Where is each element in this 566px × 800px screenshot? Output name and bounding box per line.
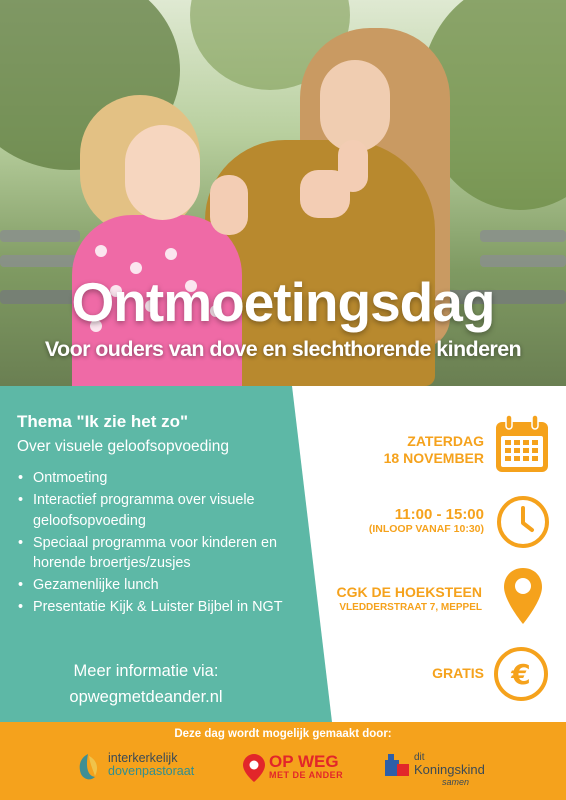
sponsor-caption: Deze dag wordt mogelijk gemaakt door:: [174, 728, 392, 740]
venue-address: VLEDDERSTRAAT 7, MEPPEL: [339, 602, 482, 613]
price-block: [432, 665, 484, 682]
time-note: (INLOOP VANAF 10:30): [368, 523, 484, 535]
venue-block: [337, 584, 482, 614]
calendar-icon: [493, 414, 551, 481]
clock-icon: [495, 494, 551, 555]
jacket-dot: [165, 248, 177, 260]
program-list: [17, 468, 317, 618]
list-item: • Interactief programma over visuele geloofsopvoeding: [17, 490, 295, 531]
girl-face: [125, 125, 200, 220]
poster-title: Ontmoetingsdag: [71, 271, 495, 333]
bench-slat: [0, 230, 80, 242]
logo2-line2: MET DE ANDER: [269, 770, 344, 780]
girl-hand: [210, 175, 248, 235]
theme-title: Thema "Ik zie het zo": [17, 412, 189, 431]
bench-slat: [480, 255, 566, 267]
date-day: ZATERDAG: [407, 433, 484, 449]
poster-subtitle: Voor ouders van dove en slechthorende kinderen: [44, 337, 522, 361]
koningskind-logo: [414, 752, 485, 787]
logo1-line2: dovenpastoraat: [108, 764, 195, 778]
event-time: 11:00 - 15:00: [394, 506, 484, 523]
date-block: [384, 433, 484, 467]
logo3-line3: samen: [442, 777, 470, 787]
logo1-line1: interkerkelijk: [108, 751, 178, 765]
list-item: • Gezamenlijke lunch: [17, 575, 317, 596]
theme-subtitle: Over visuele geloofsopvoeding: [17, 438, 229, 455]
price-label: GRATIS: [432, 665, 484, 681]
bench-slat: [480, 230, 566, 242]
dovenpastoraat-logo-icon: [75, 752, 101, 787]
more-info: [28, 658, 264, 710]
logo3-line2: Koningskind: [414, 762, 485, 777]
more-info-label: Meer informatie via:: [73, 662, 219, 680]
euro-icon: [492, 645, 550, 708]
logo2-line1: OP WEG: [269, 752, 339, 771]
theme-section: [17, 412, 317, 619]
jacket-dot: [95, 245, 107, 257]
logo3-line1: dit: [414, 752, 425, 763]
koningskind-logo-icon: [384, 752, 410, 783]
list-item: • Presentatie Kijk & Luister Bijbel in NGT: [17, 597, 295, 618]
dovenpastoraat-logo: [108, 752, 194, 778]
date-month: 18 NOVEMBER: [383, 450, 484, 466]
time-block: [369, 506, 484, 536]
list-item: • Ontmoeting: [17, 468, 317, 489]
map-pin-icon: [502, 566, 544, 631]
list-item: • Speciaal programma voor kinderen en horende broertjes/zusjes: [17, 533, 295, 574]
woman-hand: [338, 140, 368, 192]
hero-photo: [0, 0, 566, 386]
opweg-logo-icon: [242, 753, 266, 788]
woman-face: [320, 60, 390, 152]
bench-slat: [0, 255, 80, 267]
website-link[interactable]: opwegmetdeander.nl: [69, 688, 223, 706]
svg-text:€: €: [511, 658, 531, 691]
venue-name: CGK DE HOEKSTEEN: [336, 584, 482, 600]
opweg-logo: [269, 753, 343, 781]
